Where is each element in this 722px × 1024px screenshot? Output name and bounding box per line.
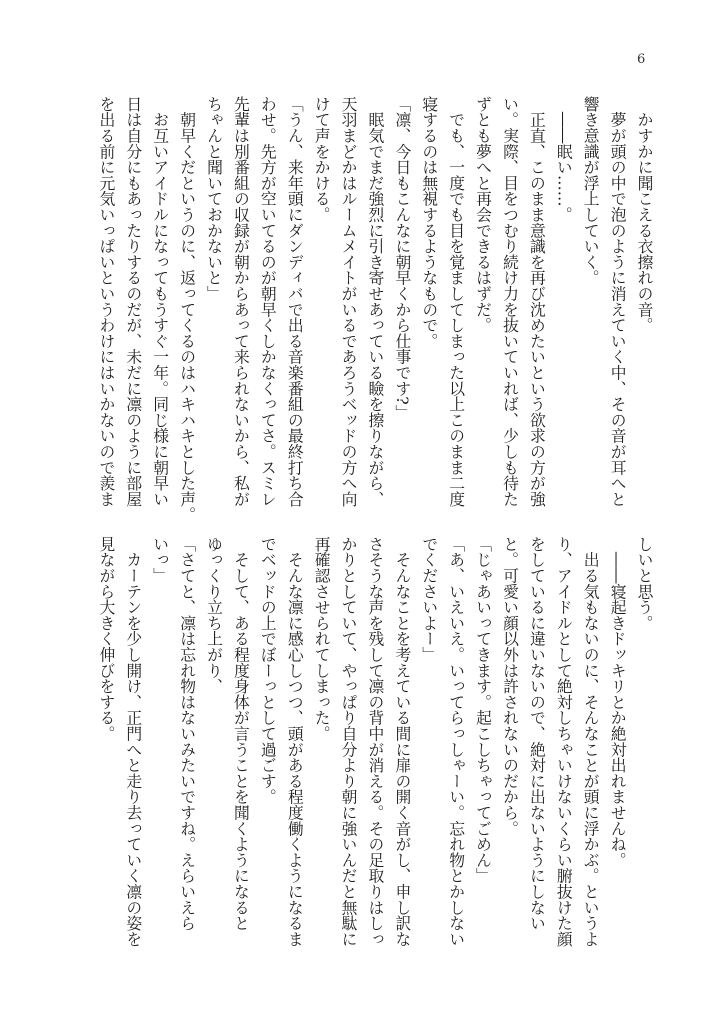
text-line: 「凛、今日もこんなに朝早くから仕事です?」	[392, 96, 412, 421]
text-line: カーテンを少し開け、正門へと走り去っていく凛の姿を	[123, 536, 143, 947]
page-number: 6	[637, 52, 646, 67]
text-line: いっ」	[150, 536, 170, 584]
text-line: わせ。先方が空いてるのが朝早くしかなくってさ。スミレ	[258, 96, 278, 507]
text-line: をしているに違いないので、絶対に出ないようにしない	[527, 536, 547, 931]
text-line: でベッドの上でぼーっとして過ごす。	[258, 536, 278, 805]
text-line: 正直、このまま意識を再び沈めたいという欲求の方が強	[527, 96, 547, 507]
text-line: けて声をかける。	[312, 96, 332, 223]
text-line: 先輩は別番組の収録が朝からあって来られないから、私が	[231, 96, 251, 507]
text-line: 「じゃあいってきます。起こしちゃってごめん」	[473, 536, 493, 884]
text-line: かすかに聞こえる衣擦れの音。	[635, 96, 654, 333]
text-line: そんなことを考えている間に扉の開く音がし、申し訳な	[392, 536, 412, 947]
text-line: ――眠い……。	[554, 96, 574, 223]
text-line: 響き意識が浮上していく。	[581, 96, 601, 286]
text-line: と。可愛い顔以外は許されないのだから。	[500, 536, 520, 837]
text-line: い。実際、目をつむり続け力を抜いていれば、少しも待た	[500, 96, 520, 507]
upper-text-tier	[92, 96, 657, 526]
text-line: さそうな声を残して凛の背中が消える。その足取りはしっ	[365, 536, 385, 947]
lower-text-tier	[92, 536, 657, 966]
text-line: 寝するのは無視するようなもので。	[419, 96, 439, 349]
text-line: かりとしていて、やっぱり自分より朝に強いんだと無駄に	[339, 536, 359, 947]
text-line: 「さてと、凛は忘れ物はないみたいですね。えらいえら	[177, 536, 197, 931]
text-line: 見ながら大きく伸びをする。	[96, 536, 116, 742]
text-line: 夢が頭の中で泡のように消えていく中、その音が耳へと	[608, 96, 628, 507]
text-line: 再確認させられてしまった。	[312, 536, 332, 742]
text-line: り、アイドルとして絶対しちゃいけないくらい腑抜けた顔	[554, 536, 574, 947]
text-line: 出る気もないのに、そんなことが頭に浮かぶ。というよ	[581, 536, 601, 947]
text-line: お互いアイドルになってもうすぐ一年。同じ様に朝早い	[150, 96, 170, 507]
text-line: を出る前に元気いっぱいというわけにはいかないので羨ま	[96, 96, 116, 507]
text-line: 「うん、来年頭にダンディバで出る音楽番組の最終打ち合	[285, 96, 305, 507]
text-line: そして、ある程度身体が言うことを聞くようになると	[231, 536, 251, 931]
text-line: 天羽まどかはルームメイトがいるであろうベッドの方へ向	[339, 96, 359, 507]
text-line: 「あ、いえいえ。いってらっしゃーい。忘れ物とかしない	[446, 536, 466, 947]
text-line: ちゃんと聞いておかないと」	[204, 96, 224, 302]
text-line: ――寝起きドッキリとか絶対出れませんね。	[608, 536, 628, 868]
text-line: 朝早くだというのに、返ってくるのはハキハキとした声。	[177, 96, 197, 523]
text-line: ずとも夢へと再会できるはずだ。	[473, 96, 493, 333]
text-line: でくださいよー」	[419, 536, 439, 663]
text-line: でも、一度でも目を覚ましてしまった以上このまま二度	[446, 96, 466, 507]
text-line: 日は自分にもあったりするのだが、未だに凛のように部屋	[123, 96, 143, 507]
text-line: 眠気でまだ強烈に引き寄せあっている瞼を擦りながら、	[365, 96, 385, 507]
text-line: ゆっくり立ち上がり、	[204, 536, 224, 694]
text-line: しいと思う。	[635, 536, 654, 631]
text-line: そんな凛に感心しつつ、頭がある程度働くようになるま	[285, 536, 305, 947]
